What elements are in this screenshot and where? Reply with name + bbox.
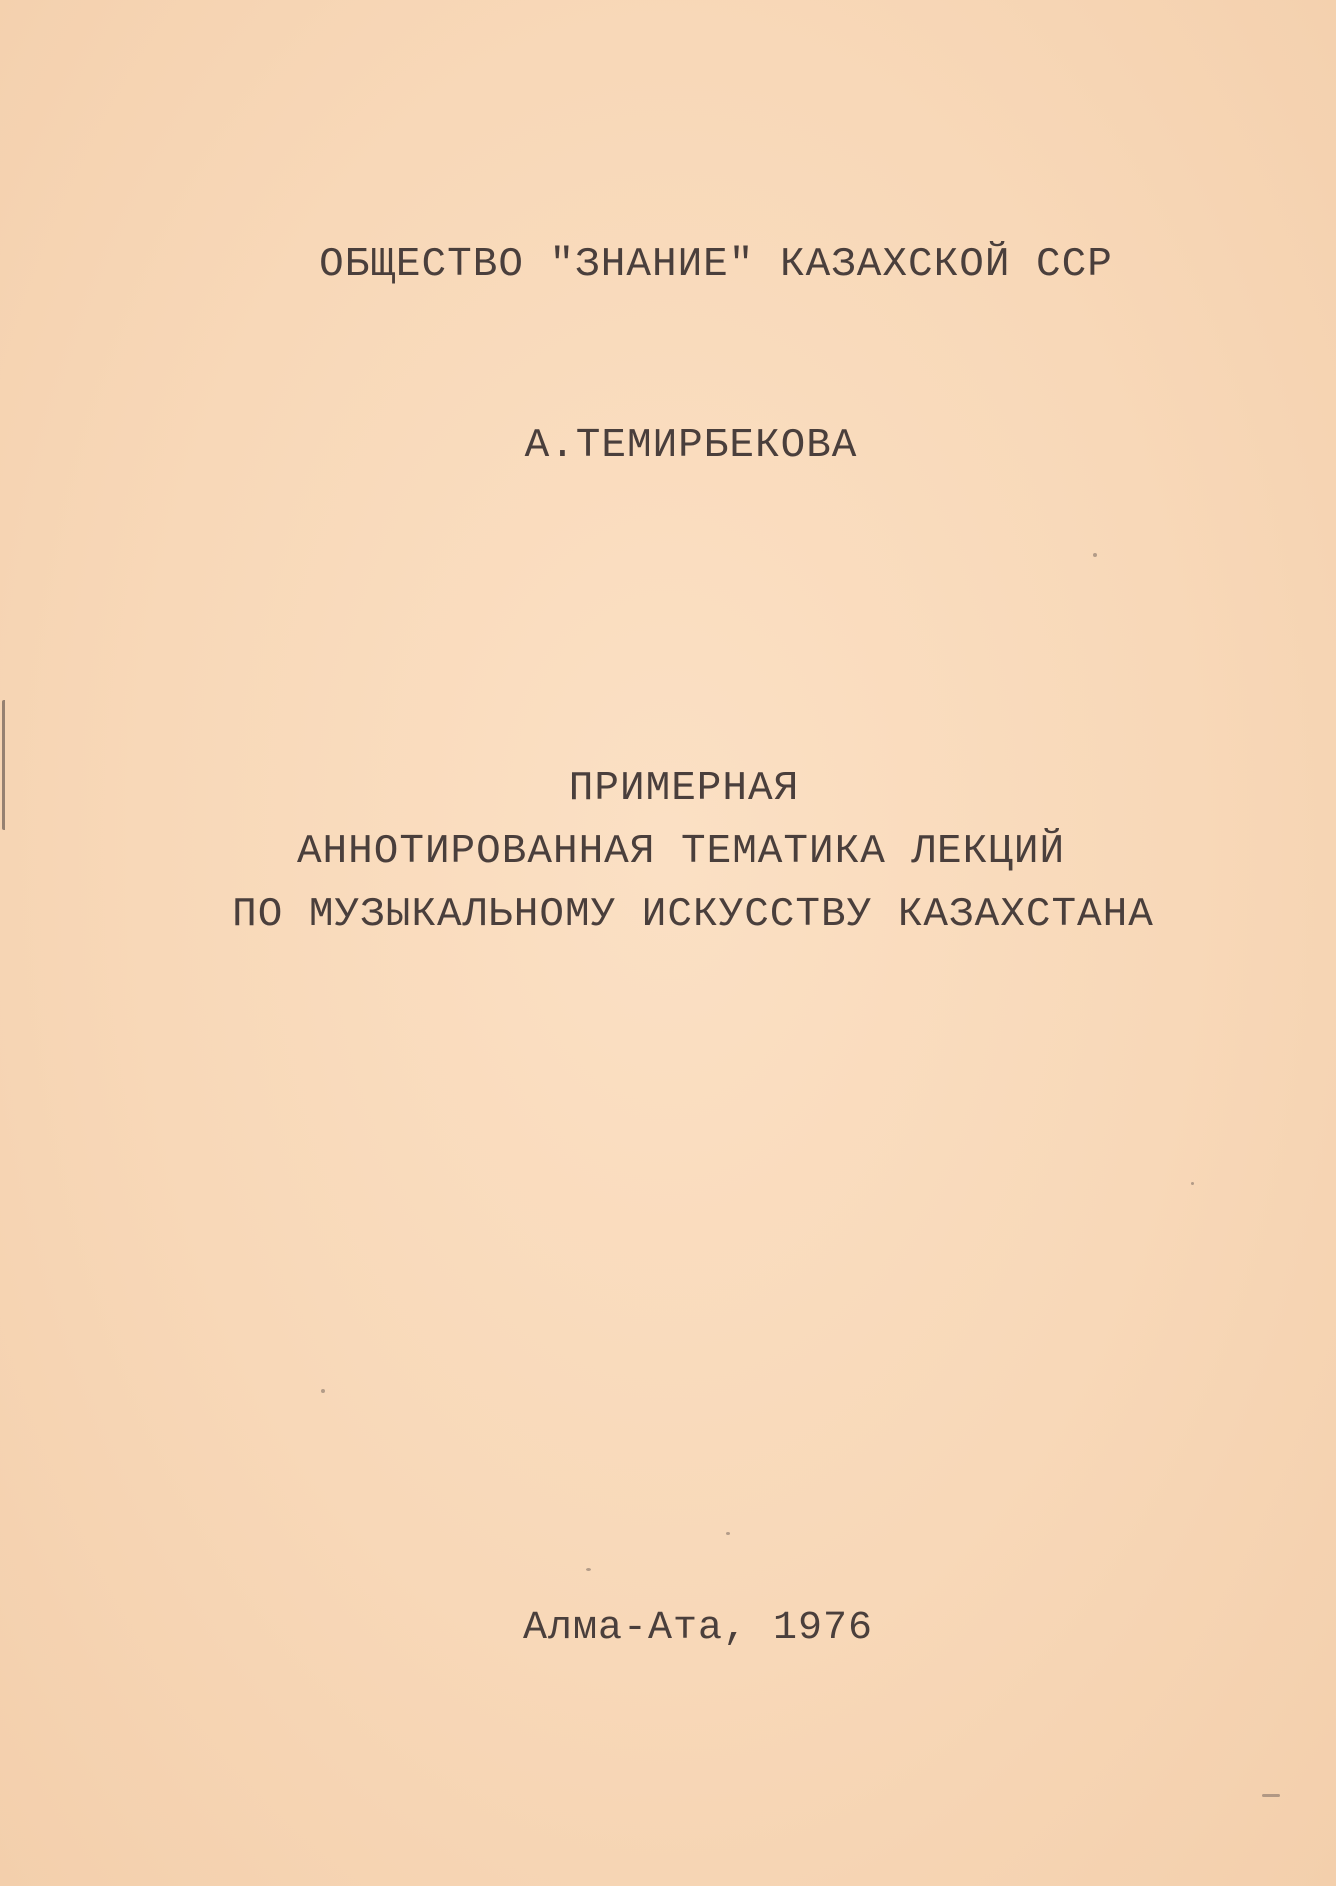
title-line-3: ПО МУЗЫКАЛЬНОМУ ИСКУССТВУ КАЗАХСТАНА: [232, 892, 1154, 938]
paper-speck: [321, 1389, 325, 1393]
paper-speck: [726, 1532, 730, 1535]
paper-speck: [1191, 1182, 1194, 1185]
paper-speck: [1093, 553, 1097, 557]
title-line-2: АННОТИРОВАННАЯ ТЕМАТИКА ЛЕКЦИЙ: [296, 829, 1066, 875]
document-title: [0, 758, 1336, 947]
paper-speck: [1262, 1794, 1280, 1797]
title-line-1: ПРИМЕРНАЯ: [568, 766, 800, 812]
author-name: А.ТЕМИРБЕКОВА: [524, 423, 858, 469]
organization-heading: ОБЩЕСТВО "ЗНАНИЕ" КАЗАХСКОЙ ССР: [319, 242, 1113, 288]
place-and-year: Алма-Ата, 1976: [522, 1606, 874, 1651]
paper-speck: [586, 1568, 591, 1571]
